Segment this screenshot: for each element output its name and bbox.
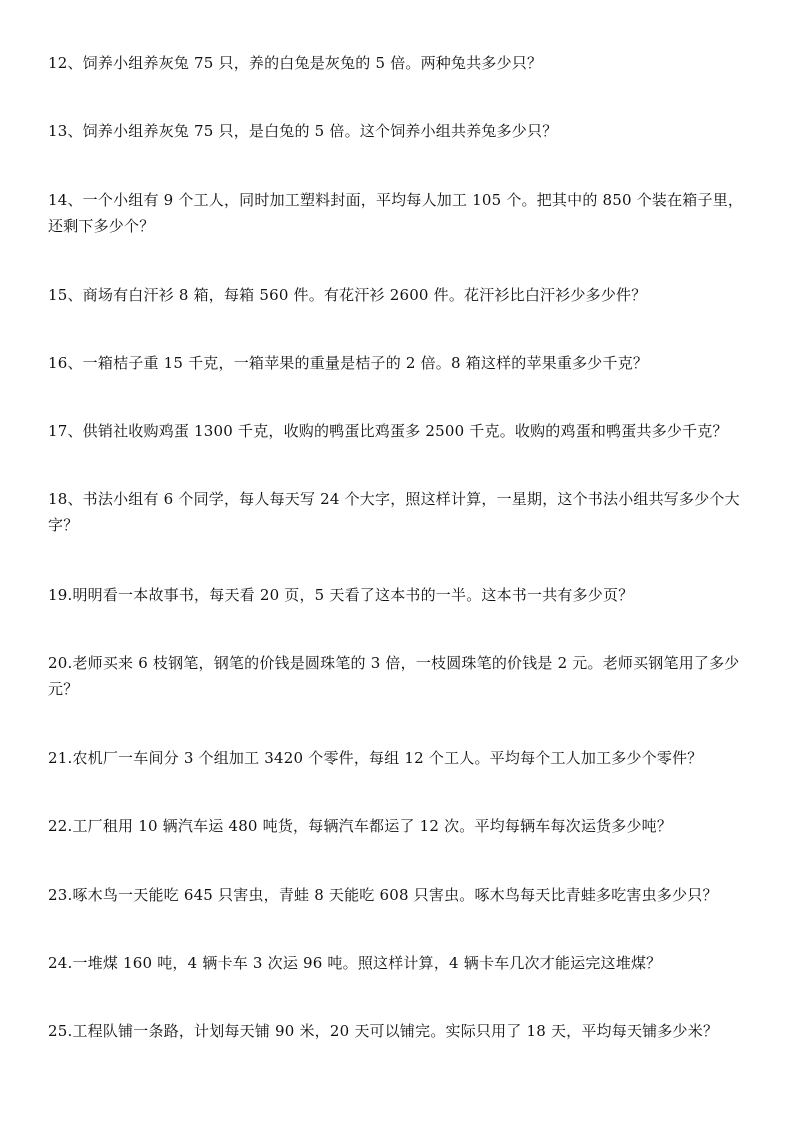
question-23: 23.啄木鸟一天能吃 645 只害虫，青蛙 8 天能吃 608 只害虫。啄木鸟每天比青蛙多吃害虫多少只？ [48,886,718,904]
question-15: 15、商场有白汗衫 8 箱，每箱 560 件。有花汗衫 2600 件。花汗衫比白汗衫少多少件？ [48,286,647,304]
question-19: 19.明明看一本故事书，每天看 20 页，5 天看了这本书的一半。这本书一共有多少页？ [48,586,634,604]
question-25: 25.工程队铺一条路，计划每天铺 90 米，20 天可以铺完。实际只用了 18 天，平均每天铺多少米？ [48,1022,719,1040]
question-24: 24.一堆煤 160 吨，4 辆卡车 3 次运 96 吨。照这样计算，4 辆卡车几次才能运完这堆煤？ [48,954,662,972]
question-13: 13、饲养小组养灰兔 75 只，是白兔的 5 倍。这个饲养小组共养兔多少只？ [48,122,558,140]
question-17: 17、供销社收购鸡蛋 1300 千克，收购的鸭蛋比鸡蛋多 2500 千克。收购的鸡蛋和鸭蛋共多少千克？ [48,422,728,440]
question-14: 14、一个小组有 9 个工人，同时加工塑料封面，平均每人加工 105 个。把其中的 850 个装在箱子里，还剩下多少个？ [48,191,744,235]
question-22: 22.工厂租用 10 辆汽车运 480 吨货，每辆汽车都运了 12 次。平均每辆车每次运货多少吨？ [48,817,673,835]
question-18: 18、书法小组有 6 个同学，每人每天写 24 个大字，照这样计算，一星期，这个书法小组共写多少个大字？ [48,490,740,534]
question-12: 12、饲养小组养灰兔 75 只，养的白兔是灰兔的 5 倍。两种兔共多少只？ [48,54,543,72]
question-16: 16、一箱桔子重 15 千克，一箱苹果的重量是桔子的 2 倍。8 箱这样的苹果重多少千克？ [48,354,649,372]
question-21: 21.农机厂一车间分 3 个组加工 3420 个零件，每组 12 个工人。平均每个工人加工多少个零件？ [48,749,703,767]
question-20: 20.老师买来 6 枝钢笔，钢笔的价钱是圆珠笔的 3 倍，一枝圆珠笔的价钱是 2 元。老师买钢笔用了多少元？ [48,654,740,698]
